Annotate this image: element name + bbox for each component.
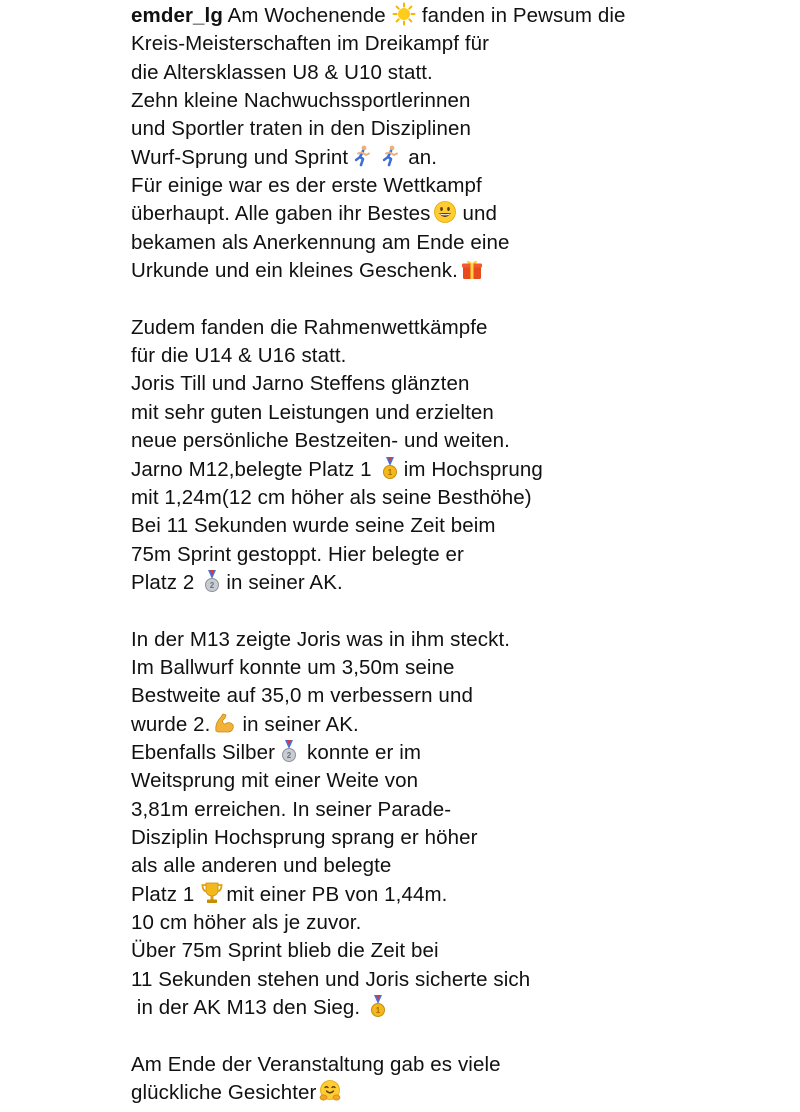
caption-text: Zehn kleine Nachwuchssportlerinnen <box>131 89 471 113</box>
caption-text: und Sportler traten in den Disziplinen <box>131 117 471 141</box>
caption-text: 11 Sekunden stehen und Joris sicherte sich <box>131 967 531 991</box>
caption-text: Für einige war es der erste Wettkampf <box>131 174 482 198</box>
blank-line <box>131 597 791 625</box>
svg-text:1: 1 <box>375 1006 381 1016</box>
caption-text: Im Ballwurf konnte um 3,50m seine <box>131 655 455 679</box>
caption-line <box>131 2 791 30</box>
caption-line <box>131 739 791 767</box>
caption-text: Disziplin Hochsprung sprang er höher <box>131 825 478 849</box>
caption-line <box>131 144 791 172</box>
gold-medal-icon <box>378 456 402 480</box>
caption-text: wurde 2. <box>131 712 211 736</box>
caption-line <box>131 711 791 739</box>
hugging-face-icon <box>318 1079 342 1103</box>
trophy-icon <box>200 881 224 905</box>
caption-text: Bestweite auf 35,0 m verbessern und <box>131 684 473 708</box>
caption-text: Am Wochenende <box>227 4 386 27</box>
caption-text: 10 cm höher als je zuvor. <box>131 911 362 934</box>
flexed-biceps-icon <box>212 711 236 735</box>
caption-line <box>131 966 791 994</box>
caption-line <box>131 1079 791 1107</box>
caption-line <box>131 484 791 512</box>
caption-text: mit sehr guten Leistungen und erzielten <box>131 400 494 424</box>
caption-line <box>131 172 791 200</box>
caption-text: in seiner AK. <box>226 570 343 594</box>
caption-text: und <box>462 202 498 226</box>
caption-text: als alle anderen und belegte <box>131 854 392 878</box>
caption-text: die Altersklassen U8 & U10 statt. <box>131 60 433 84</box>
caption-line <box>131 796 791 824</box>
caption-line <box>131 427 791 455</box>
gift-icon <box>460 257 484 281</box>
blank-line <box>131 285 791 313</box>
caption-text: an. <box>408 145 437 169</box>
caption-text: im Hochsprung <box>403 457 543 481</box>
caption-line <box>131 937 791 965</box>
caption-line <box>131 626 791 654</box>
caption-text: mit 1,24m(12 cm höher als seine Besthöhe) <box>131 485 532 509</box>
caption-text: in der AK M13 den Sieg. <box>131 996 361 1020</box>
caption-line <box>131 767 791 795</box>
caption-text: Kreis-Meisterschaften im Dreikampf für <box>131 32 490 56</box>
caption-line <box>131 994 791 1022</box>
caption-text: Platz 1 <box>131 882 195 906</box>
caption-text: in seiner AK. <box>242 712 359 736</box>
caption-line <box>131 59 791 87</box>
caption-line <box>131 30 791 58</box>
caption-text: Über 75m Sprint blieb die Zeit bei <box>131 939 439 963</box>
svg-text:2: 2 <box>210 581 215 591</box>
runner-icon <box>350 144 374 168</box>
runner-icon <box>378 144 402 168</box>
caption-text: überhaupt. Alle gaben ihr Bestes <box>131 202 431 226</box>
caption-line <box>131 654 791 682</box>
username-link[interactable]: emder_lg <box>131 4 223 27</box>
caption-line <box>131 456 791 484</box>
svg-text:2: 2 <box>286 751 292 761</box>
sun-icon <box>392 2 416 26</box>
caption-text: 3,81m erreichen. In seiner Parade- <box>131 797 452 821</box>
caption-text: Jarno M12,belegte Platz 1 <box>131 457 372 481</box>
caption-line <box>131 909 791 937</box>
caption-text: glückliche Gesichter <box>131 1081 317 1105</box>
caption-text: fanden in Pewsum die <box>421 4 626 27</box>
caption-line <box>131 512 791 540</box>
caption-text: Weitsprung mit einer Weite von <box>131 769 419 793</box>
silver-medal-icon <box>200 569 224 593</box>
caption-line <box>131 200 791 228</box>
caption-text: konnte er im <box>307 740 422 764</box>
caption-line <box>131 541 791 569</box>
caption-line <box>131 852 791 880</box>
caption-line <box>131 229 791 257</box>
caption-line <box>131 115 791 143</box>
grinning-face-icon <box>433 200 457 224</box>
caption-line <box>131 682 791 710</box>
caption-line <box>131 569 791 597</box>
silver-medal-icon <box>277 739 301 763</box>
caption-text: 75m Sprint gestoppt. Hier belegte er <box>131 542 464 566</box>
caption-text: Urkunde und ein kleines Geschenk. <box>131 259 458 283</box>
caption-text: Am Ende der Veranstaltung gab es viele <box>131 1052 501 1076</box>
caption-text: Joris Till und Jarno Steffens glänzten <box>131 372 470 396</box>
caption-text: Bei 11 Sekunden wurde seine Zeit beim <box>131 514 496 538</box>
caption-line <box>131 87 791 115</box>
svg-text:1: 1 <box>387 467 392 477</box>
gold-medal-icon <box>366 994 390 1018</box>
caption-text: Ebenfalls Silber <box>131 740 276 764</box>
caption-text: mit einer PB von 1,44m. <box>226 882 448 906</box>
caption-text: Zudem fanden die Rahmenwettkämpfe <box>131 315 488 339</box>
caption-line <box>131 824 791 852</box>
caption-line <box>131 399 791 427</box>
caption-line <box>131 342 791 370</box>
blank-line <box>131 1022 791 1050</box>
caption-line <box>131 370 791 398</box>
post-caption <box>131 2 791 1107</box>
caption-text: Wurf-Sprung und Sprint <box>131 145 349 169</box>
caption-text: für die U14 & U16 statt. <box>131 344 347 368</box>
caption-text: In der M13 zeigte Joris was in ihm steckt. <box>131 627 511 651</box>
caption-line <box>131 881 791 909</box>
caption-text: Platz 2 <box>131 570 195 594</box>
caption-text: neue persönliche Bestzeiten- und weiten. <box>131 429 510 453</box>
caption-line <box>131 1051 791 1079</box>
caption-text: bekamen als Anerkennung am Ende eine <box>131 230 510 254</box>
caption-line <box>131 257 791 285</box>
caption-line <box>131 314 791 342</box>
